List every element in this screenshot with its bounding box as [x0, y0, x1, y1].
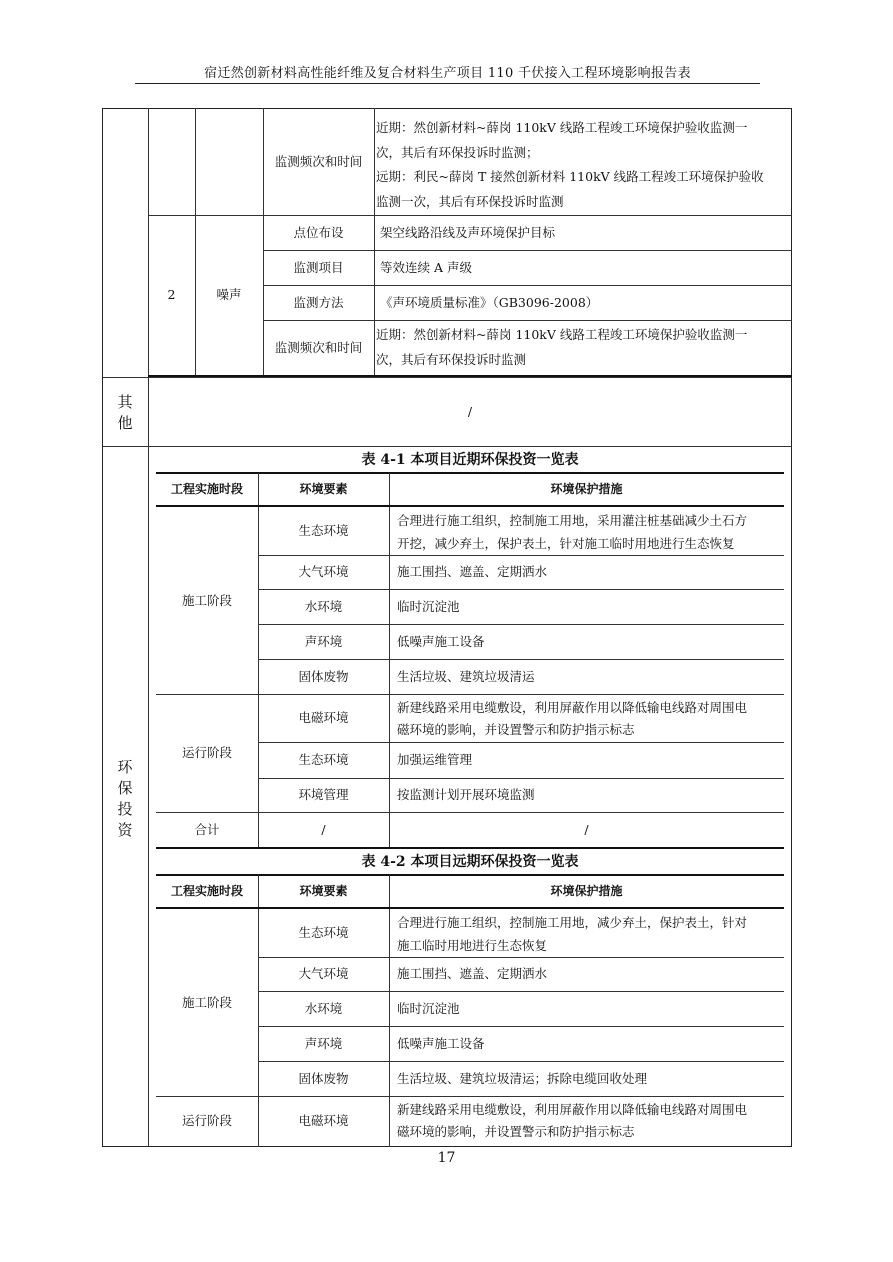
- method-value: 《声环境质量标准》（GB3096-2008）: [380, 294, 599, 310]
- table1-phase-divider: [156, 694, 784, 695]
- table1-header-element: 环境要素: [299, 482, 348, 496]
- text-line: 近期：然创新材料~薛岗 110kV 线路工程竣工环境保护验收监测一: [376, 327, 748, 342]
- table2-row-element: 水环境: [304, 1000, 343, 1016]
- table2-row-measure: 施工围挡、遮盖、定期洒水: [397, 966, 548, 981]
- monitoring-row1-freq-text: [376, 116, 788, 214]
- other-value: /: [467, 404, 473, 419]
- table1-col-divider: [389, 473, 390, 848]
- text-line: 监测一次，其后有环保投诉时监测: [376, 193, 564, 209]
- text-line: 次，其后有环保投诉时监测: [376, 351, 527, 367]
- other-label: [115, 392, 135, 434]
- text-line: 磁环境的影响，并设置警示和防护指示标志: [397, 722, 635, 737]
- table2-construction-label: 施工阶段: [181, 994, 232, 1010]
- text-line: 施工临时用地进行生态恢复: [397, 938, 548, 953]
- text-line: 近期：然创新材料~薛岗 110kV 线路工程竣工环境保护验收监测一: [376, 120, 748, 135]
- noise-name: 噪声: [216, 287, 242, 302]
- label-char: 其: [117, 393, 133, 411]
- table2-row-element: 生态环境: [298, 925, 349, 940]
- table1-row-element: 生态环境: [298, 752, 349, 767]
- table2-col-divider: [389, 875, 390, 1147]
- text-line: 新建线路采用电缆敷设，利用屏蔽作用以降低输电线路对周围电: [397, 1102, 748, 1117]
- table1-row-element: 生态环境: [298, 523, 349, 538]
- table1-row-measure: [397, 509, 783, 555]
- table1-row-measure: [397, 697, 783, 741]
- table1-row-measure: 施工围挡、遮盖、定期洒水: [397, 564, 548, 579]
- text-line: 合理进行施工组织，控制施工用地，采用灌注桩基础减少土石方: [397, 513, 748, 528]
- table2-row-measure: [397, 911, 783, 957]
- table2-operation-label: 运行阶段: [181, 1113, 232, 1128]
- table1-title: 表 4-1 本项目近期环保投资一览表: [361, 452, 579, 468]
- item-value: 等效连续 A 声级: [380, 259, 472, 275]
- header-rule: [135, 83, 760, 84]
- table1-row-element: 固体废物: [298, 668, 349, 684]
- table1-total-measure: /: [584, 821, 589, 837]
- table2-row-measure: 生活垃圾、建筑垃圾清运；拆除电缆回收处理: [397, 1070, 648, 1086]
- table2-row-element: 大气环境: [298, 966, 349, 981]
- section-divider: [102, 446, 792, 447]
- page-header: 宿迁然创新材料高性能纤维及复合材料生产项目 110 千伏接入工程环境影响报告表: [204, 66, 691, 81]
- table1-header-measure: 环境保护措施: [550, 482, 623, 496]
- text-line: 次，其后有环保投诉时监测；: [376, 144, 539, 160]
- table1-total-element: /: [321, 821, 326, 837]
- table1-header-phase: 工程实施时段: [170, 482, 243, 496]
- table1-row-measure: 加强运维管理: [397, 752, 473, 767]
- label-char: 他: [117, 414, 133, 432]
- table2-header-phase: 工程实施时段: [170, 884, 243, 898]
- table1-row-element: 大气环境: [298, 564, 349, 579]
- table1-row-measure: 按监测计划开展环境监测: [397, 787, 535, 802]
- table1-row-element: 电磁环境: [298, 710, 349, 725]
- table1-bottom-rule: [156, 847, 784, 849]
- table1-row-measure: 临时沉淀池: [397, 598, 460, 614]
- text-line: 磁环境的影响，并设置警示和防护指示标志: [397, 1124, 635, 1139]
- noise-index: 2: [167, 287, 176, 302]
- table1-operation-label: 运行阶段: [181, 744, 232, 760]
- table2-row-element: 电磁环境: [298, 1113, 349, 1128]
- table2-row-element: 固体废物: [298, 1070, 349, 1086]
- text-line: 合理进行施工组织，控制施工用地，减少弃土，保护表土，针对: [397, 915, 748, 930]
- text-line: 开挖，减少弃土，保护表土，针对施工临时用地进行生态恢复: [397, 536, 735, 551]
- monitoring-row1-freq-label: 监测频次和时间: [274, 153, 363, 169]
- item-label: 监测项目: [293, 259, 344, 275]
- table2-row-measure: 临时沉淀池: [397, 1000, 460, 1016]
- table2-header-element: 环境要素: [299, 884, 348, 898]
- table1-row-element: 环境管理: [298, 787, 349, 802]
- table1-total-label: 合计: [194, 821, 220, 837]
- table2-row-measure: 低噪声施工设备: [397, 1035, 485, 1051]
- text-line: 新建线路采用电缆敷设，利用屏蔽作用以降低输电线路对周围电: [397, 700, 748, 715]
- table1-row-element: 声环境: [304, 633, 343, 649]
- label-char: 环: [117, 758, 133, 776]
- page-number: 17: [437, 1150, 456, 1166]
- text-line: 远期：利民~薛岗 T 接然创新材料 110kV 线路工程竣工环境保护验收: [376, 169, 764, 184]
- label-char: 保: [117, 779, 133, 797]
- table2-row-element: 声环境: [304, 1035, 343, 1051]
- table2-header-measure: 环境保护措施: [550, 884, 623, 898]
- table1-construction-label: 施工阶段: [181, 592, 232, 608]
- freq-label: 监测频次和时间: [274, 339, 363, 355]
- label-char: 资: [117, 821, 133, 839]
- table2-title: 表 4-2 本项目远期环保投资一览表: [361, 854, 579, 870]
- freq-text: [376, 323, 788, 372]
- table1-row-measure: 低噪声施工设备: [397, 633, 485, 649]
- table1-row-element: 水环境: [304, 598, 343, 614]
- table2-row-measure: [397, 1099, 783, 1143]
- invest-label: [115, 757, 135, 841]
- point-label: 点位布设: [293, 224, 344, 240]
- method-label: 监测方法: [293, 294, 344, 310]
- point-value: 架空线路沿线及声环境保护目标: [380, 224, 556, 240]
- label-char: 投: [117, 800, 133, 818]
- table2-phase-divider: [156, 1096, 784, 1097]
- table1-row-measure: 生活垃圾、建筑垃圾清运: [397, 668, 535, 684]
